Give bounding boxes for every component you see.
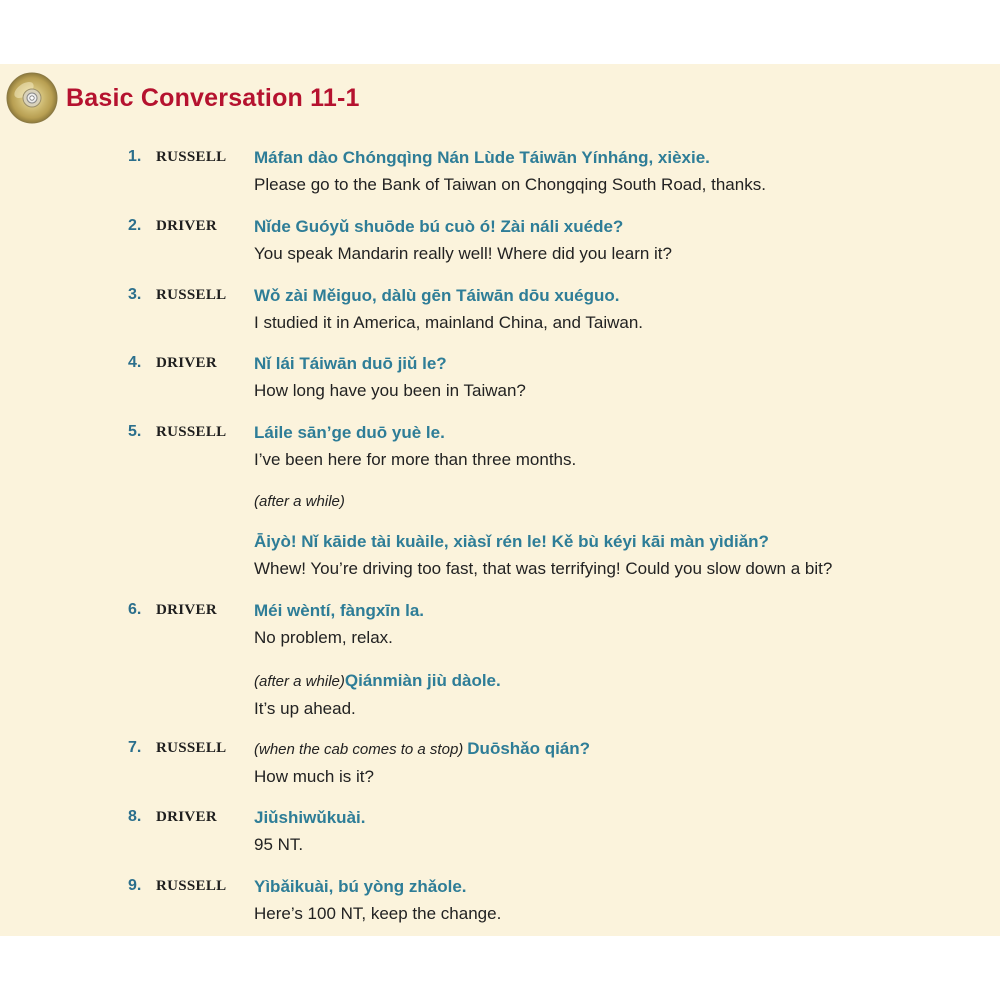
section-header [6,72,360,124]
conversation-page [0,64,1000,936]
english-translation: How long have you been in Taiwan? [254,381,526,400]
pinyin-text: Nǐde Guóyǔ shuōde bú cuò ó! Zài náli xuéde? [254,217,624,236]
speaker-name: RUSSELL [156,287,227,303]
pinyin-text: Méi wèntí, fàngxīn la. [254,601,425,620]
english-translation: I studied it in America, mainland China, and Taiwan. [254,313,644,332]
english-translation: It’s up ahead. [254,699,356,718]
line-number: 6. [128,601,142,618]
pinyin-text: Nǐ lái Táiwān duō jiǔ le? [254,354,447,373]
speaker-name: RUSSELL [156,424,227,440]
english-translation: Whew! You’re driving too fast, that was terrifying! Could you slow down a bit? [254,559,833,578]
mixed-line [254,739,590,759]
stage-direction: (when the cab comes to a stop) [254,741,464,758]
line-number: 1. [128,148,142,165]
speaker-name: DRIVER [156,602,217,618]
pinyin-text: Máfan dào Chóngqìng Nán Lùde Táiwān Yínháng, xièxie. [254,148,710,167]
english-translation: Here’s 100 NT, keep the change. [254,904,502,923]
line-number: 7. [128,739,142,756]
line-number: 2. [128,217,142,234]
line-number: 5. [128,423,142,440]
speaker-name: RUSSELL [156,878,227,894]
speaker-name: DRIVER [156,809,217,825]
pinyin-text: Duōshǎo qián? [467,739,591,758]
speaker-name: RUSSELL [156,740,227,756]
line-number: 4. [128,354,142,371]
stage-direction: (after a while) [254,493,345,510]
english-translation: How much is it? [254,767,374,786]
pinyin-text: Láile sān’ge duō yuè le. [254,423,445,442]
pinyin-text: Yìbǎikuài, bú yòng zhǎole. [254,877,467,896]
english-translation: Please go to the Bank of Taiwan on Chongqing South Road, thanks. [254,175,766,194]
speaker-name: DRIVER [156,355,217,371]
english-translation: No problem, relax. [254,628,393,647]
stage-direction: (after a while) [254,673,345,690]
line-number: 9. [128,877,142,894]
line-number: 8. [128,808,142,825]
pinyin-text: Wǒ zài Měiguo, dàlù gēn Táiwān dōu xuéguo. [254,286,620,305]
pinyin-text: Jiǔshiwǔkuài. [254,808,366,827]
cd-audio-icon[interactable] [6,72,58,124]
english-translation: You speak Mandarin really well! Where did you learn it? [254,244,672,263]
english-translation: I’ve been here for more than three months. [254,450,577,469]
pinyin-text: Āiyò! Nǐ kāide tài kuàile, xiàsǐ rén le! Kě bù kéyi kāi màn yìdiǎn? [254,532,769,551]
speaker-name: DRIVER [156,218,217,234]
speaker-name: RUSSELL [156,149,227,165]
mixed-line [254,671,501,691]
english-translation: 95 NT. [254,835,304,854]
page-title: Basic Conversation 11-1 [66,83,360,112]
line-number: 3. [128,286,142,303]
pinyin-text: Qiánmiàn jiù dàole. [344,671,501,690]
